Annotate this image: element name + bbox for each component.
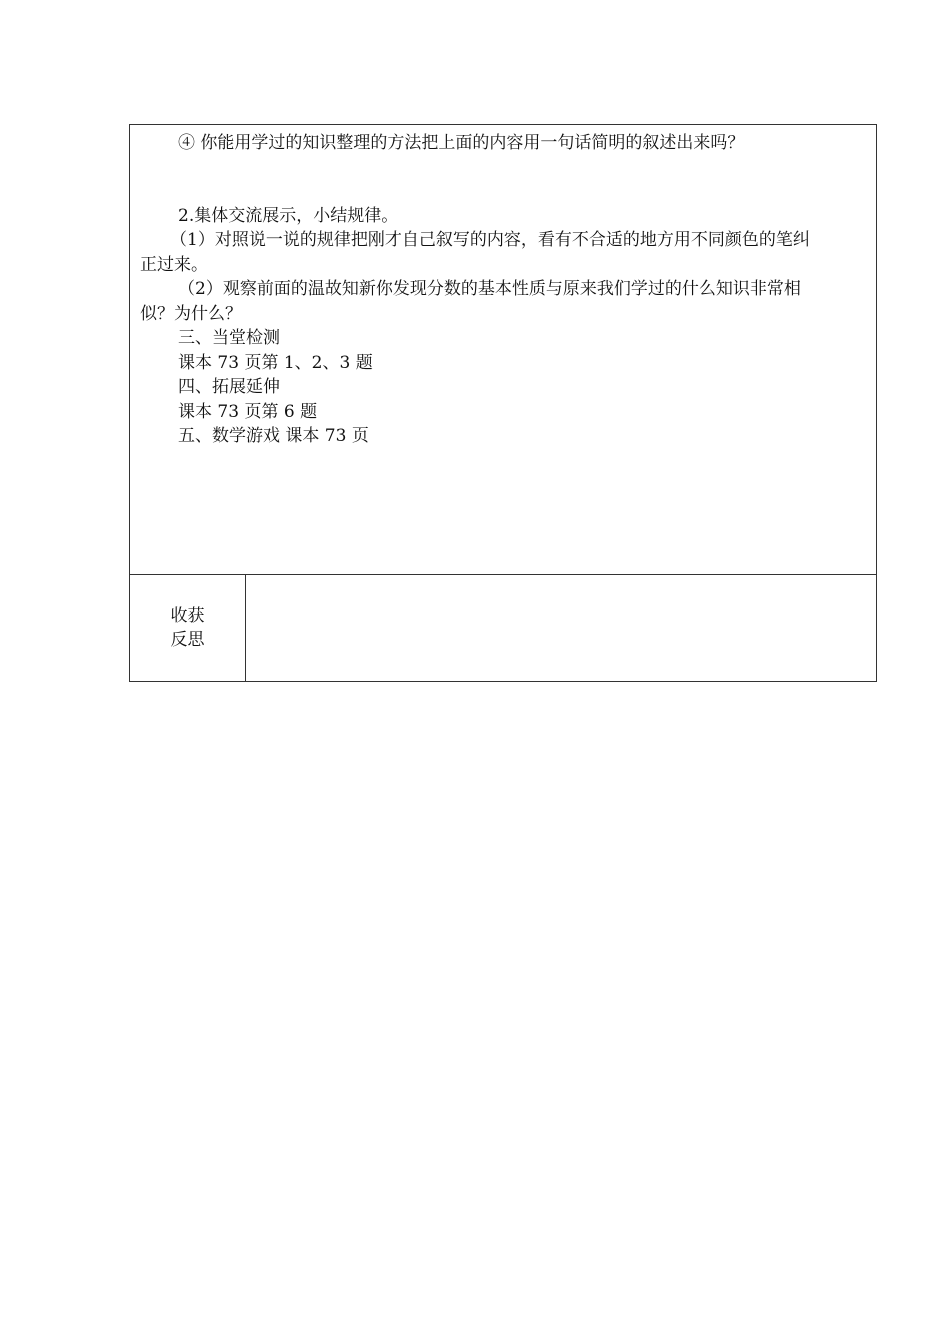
section-3-content: 课本 73 页第 1、2、3 题 [178, 352, 373, 373]
section-3-title: 三、当堂检测 [178, 328, 280, 348]
item-1-line-1: （1）对照说一说的规律把刚才自己叙写的内容，看有不合适的地方用不同颜色的笔纠 [170, 230, 810, 250]
section-4-content: 课本 73 页第 6 题 [178, 401, 318, 422]
item-2-line-1: （2）观察前面的温故知新你发现分数的基本性质与原来我们学过的什么知识非常相 [178, 279, 801, 299]
reflection-label-cell [130, 575, 246, 681]
item-1-line-2: 正过来。 [140, 254, 208, 275]
item-2-line-2: 似？为什么？ [140, 303, 242, 324]
reflection-content-cell [246, 575, 876, 681]
reflection-row [130, 575, 876, 681]
lesson-plan-table [129, 124, 877, 682]
question-4: ④ 你能用学过的知识整理的方法把上面的内容用一句话简明的叙述出来吗？ [178, 133, 745, 153]
reflection-label-line-1: 收获 [170, 606, 205, 626]
lesson-content-cell [130, 125, 876, 575]
section-5: 五、数学游戏 课本 73 页 [178, 426, 369, 446]
reflection-label-line-2: 反思 [170, 630, 205, 650]
section-4-title: 四、拓展延伸 [178, 377, 280, 397]
step-2-heading: 2.集体交流展示，小结规律。 [178, 205, 399, 226]
